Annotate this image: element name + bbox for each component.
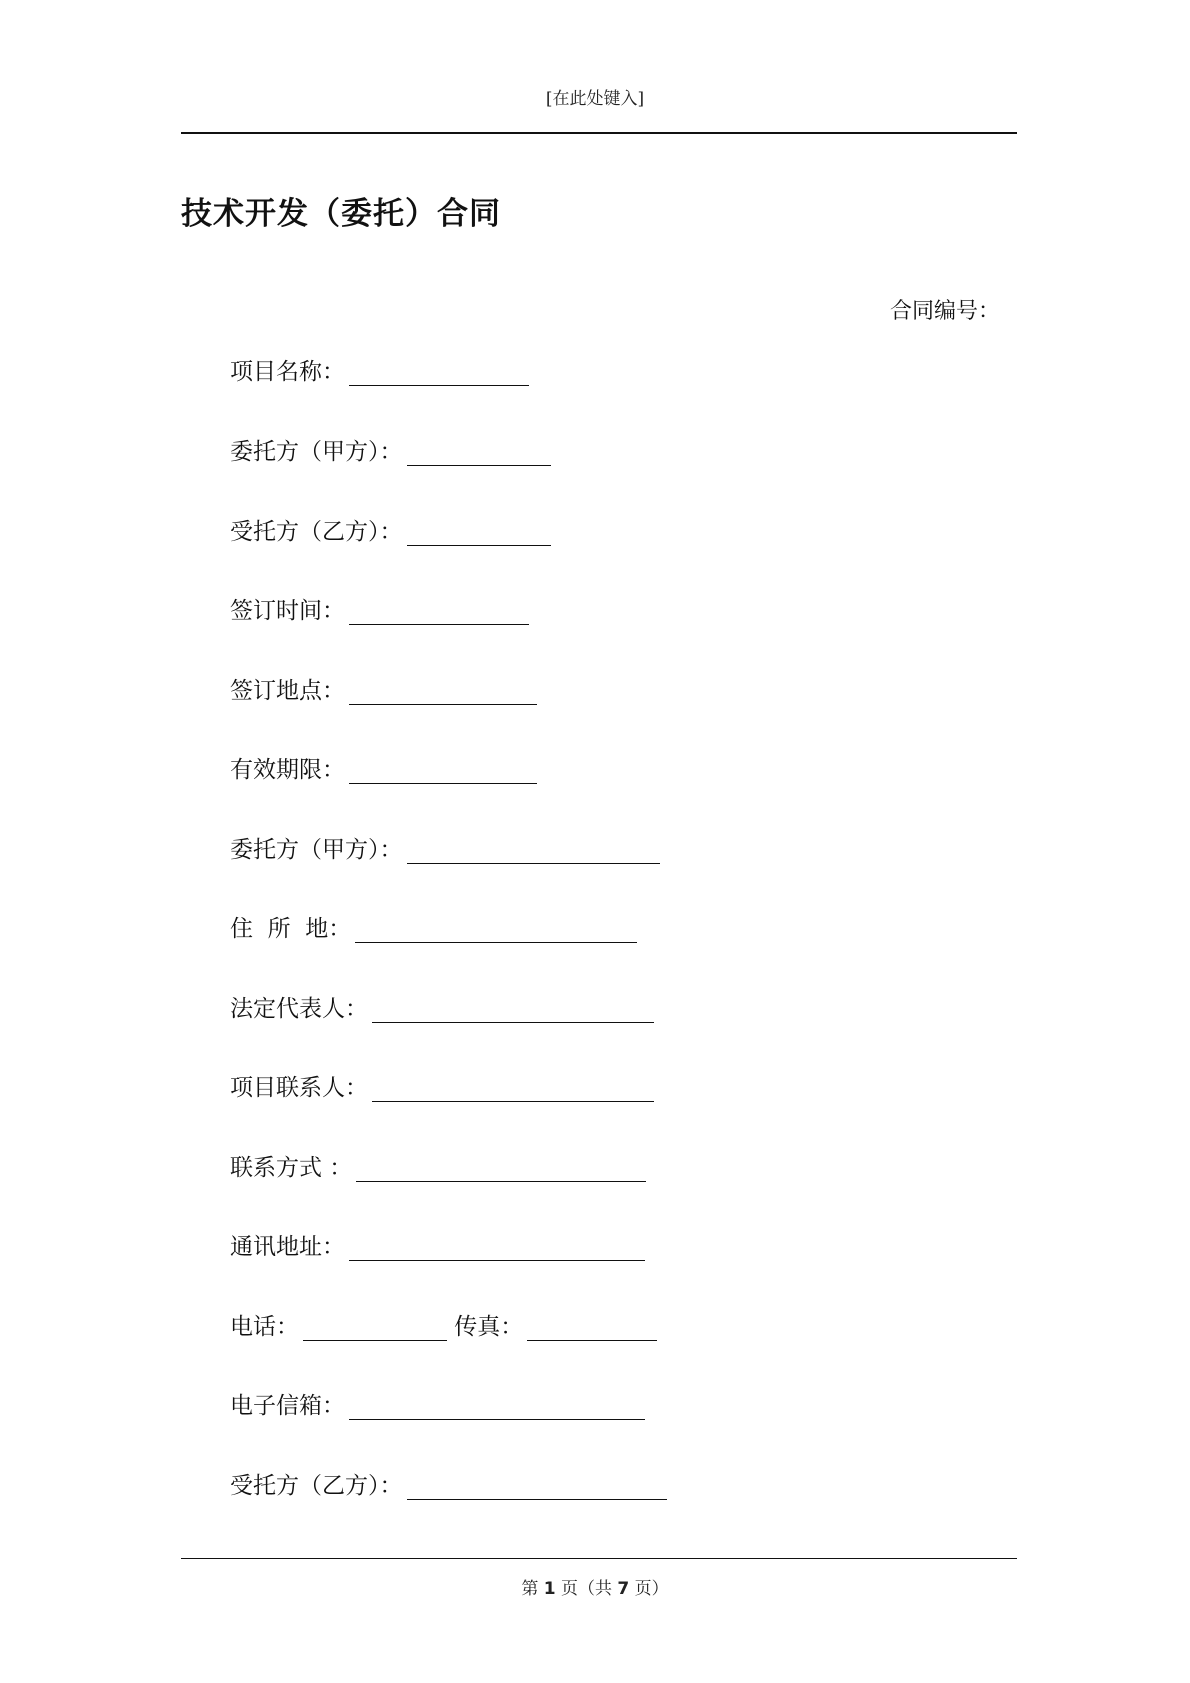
signing-date-blank[interactable] bbox=[349, 598, 529, 625]
page-number bbox=[0, 1574, 1190, 1599]
field-project-contact bbox=[230, 1068, 654, 1102]
mailing-address-blank[interactable] bbox=[349, 1234, 645, 1261]
field-address bbox=[230, 909, 637, 943]
field-signing-place bbox=[230, 671, 537, 705]
client-detail-blank[interactable] bbox=[407, 837, 660, 864]
total-pages: 7 bbox=[617, 1579, 630, 1599]
contractor-detail-blank[interactable] bbox=[407, 1473, 667, 1500]
field-label: 受托方（乙方）： bbox=[230, 519, 403, 545]
legal-representative-blank[interactable] bbox=[372, 996, 654, 1023]
contact-method-blank[interactable] bbox=[356, 1155, 646, 1182]
phone-label: 电话： bbox=[230, 1314, 299, 1340]
current-page: 1 bbox=[543, 1579, 556, 1599]
field-label: 项目联系人： bbox=[230, 1075, 368, 1101]
field-email bbox=[230, 1386, 645, 1420]
field-legal-representative bbox=[230, 989, 654, 1023]
field-label: 受托方（乙方）： bbox=[230, 1473, 403, 1499]
email-blank[interactable] bbox=[349, 1393, 645, 1420]
field-contact-method bbox=[230, 1148, 646, 1182]
validity-period-blank[interactable] bbox=[349, 757, 537, 784]
contract-number-label: 合同编号： bbox=[889, 299, 1000, 324]
field-label: 住 所 地： bbox=[230, 916, 352, 942]
field-phone-fax bbox=[230, 1307, 657, 1341]
page-middle: 页（共 bbox=[555, 1579, 618, 1599]
field-label: 电子信箱： bbox=[230, 1393, 345, 1419]
field-label: 签订地点： bbox=[230, 678, 345, 704]
field-label: 联系方式 ： bbox=[230, 1155, 353, 1181]
field-contractor-party-b bbox=[230, 512, 551, 546]
address-blank[interactable] bbox=[355, 916, 637, 943]
field-validity-period bbox=[230, 750, 537, 784]
field-client-party-a-detail bbox=[230, 830, 660, 864]
page-suffix: 页） bbox=[629, 1579, 669, 1599]
field-client-party-a bbox=[230, 432, 551, 466]
field-label: 通讯地址： bbox=[230, 1234, 345, 1260]
field-signing-date bbox=[230, 591, 529, 625]
field-label: 签订时间： bbox=[230, 598, 345, 624]
field-project-name bbox=[230, 352, 529, 386]
project-contact-blank[interactable] bbox=[372, 1075, 654, 1102]
field-mailing-address bbox=[230, 1227, 645, 1261]
page-prefix: 第 bbox=[521, 1579, 544, 1599]
field-label: 委托方（甲方）： bbox=[230, 439, 403, 465]
footer-divider bbox=[181, 1558, 1017, 1559]
field-label: 项目名称： bbox=[230, 359, 345, 385]
field-label: 有效期限： bbox=[230, 757, 345, 783]
fax-label: 传真： bbox=[447, 1314, 524, 1340]
contractor-blank[interactable] bbox=[407, 519, 551, 546]
signing-place-blank[interactable] bbox=[349, 678, 537, 705]
project-name-blank[interactable] bbox=[349, 359, 529, 386]
field-label: 委托方（甲方）： bbox=[230, 837, 403, 863]
fax-blank[interactable] bbox=[527, 1314, 657, 1341]
header-placeholder-text[interactable]: [在此处键入] bbox=[545, 89, 645, 109]
header-divider bbox=[181, 132, 1017, 134]
field-contractor-party-b-detail bbox=[230, 1466, 667, 1500]
phone-blank[interactable] bbox=[303, 1314, 447, 1341]
client-blank[interactable] bbox=[407, 439, 551, 466]
document-title: 技术开发（委托）合同 bbox=[181, 196, 501, 232]
field-label: 法定代表人： bbox=[230, 996, 368, 1022]
